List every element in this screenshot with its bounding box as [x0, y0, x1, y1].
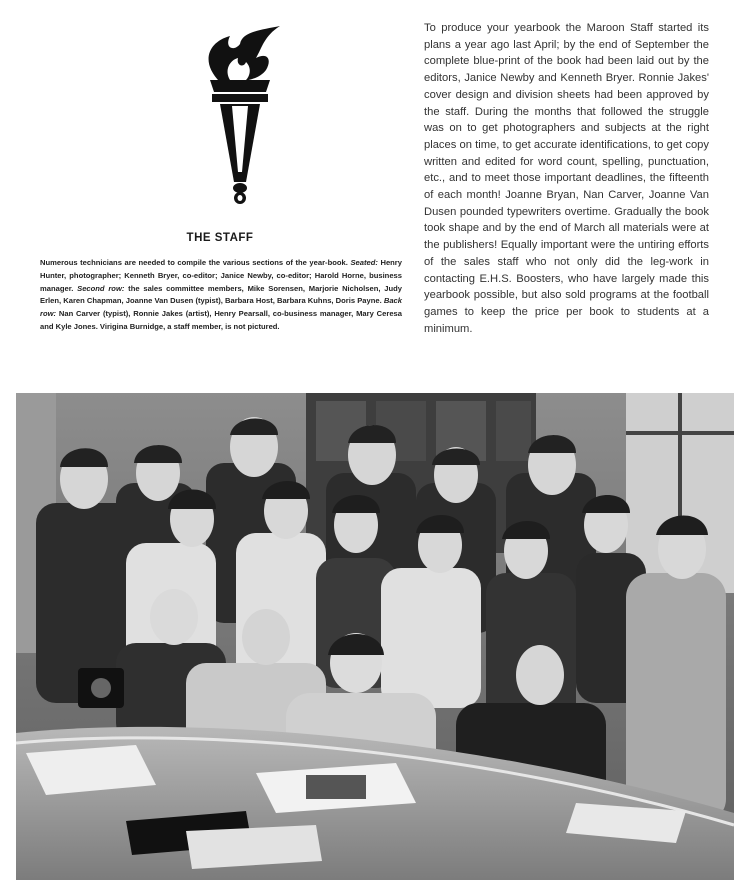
caption-row-label: Back row: [40, 296, 402, 319]
caption-text: Nan Carver (typist), Ronnie Jakes (artist), Henry Pearsall, co-business manager, Mary Ceresa and Kyle Jones. Virigina Burnidge, a staff member, is not pictured. [40, 309, 402, 331]
caption-text: Henry Hunter, photographer; Kenneth Bryer, co-editor; Janice Newby, co-editor; Harold Horne, business manager. [40, 258, 402, 293]
staff-caption [40, 257, 402, 334]
caption-row-label: Second row: [77, 283, 125, 293]
staff-group-photo [16, 393, 734, 880]
torch-emblem-icon [190, 22, 290, 207]
caption-text: the sales committee members, Mike Sorensen, Marjorie Nicholsen, Judy Erlen, Karen Chapman, Joanne Van Dusen (typist), Barbara Host, Barbara Kuhns, Doris Payne. [40, 283, 402, 306]
caption-row-label: Seated: [350, 258, 378, 267]
article-body [424, 20, 709, 337]
caption-text: Numerous technicians are needed to compile the various sections of the year-book. [40, 258, 351, 267]
article-paragraph: To produce your yearbook the Maroon Staff started its plans a year ago last April; by the end of September the complete blue-print of the book had been laid out by the editors, Janice Newby and Kenneth Bryer. Ronnie Jakes' cover design and division sheets had been approved by the staff. During the months that followed the struggle was on to get photographers and subjects at the right places on time, to get accurate identifications, to get copy written and edited for word count, spelling, punctuation, etc., and to meet those important deadlines, the fifteenth of each month! Joanne Bryan, Nan Carver, Joanne Van Dusen pounded typewriters overtime. Gradually the book took shape and by the end of March all materials were at the publishers! Equally important were the untiring efforts of the sales staff who not only did the leg-work in contacting E.H.S. Boosters, who have largely made this yearbook possible, but also sold programs at the football games to keep the price per book to students at a minimum. [424, 22, 709, 335]
staff-heading: THE STAFF [186, 232, 254, 244]
